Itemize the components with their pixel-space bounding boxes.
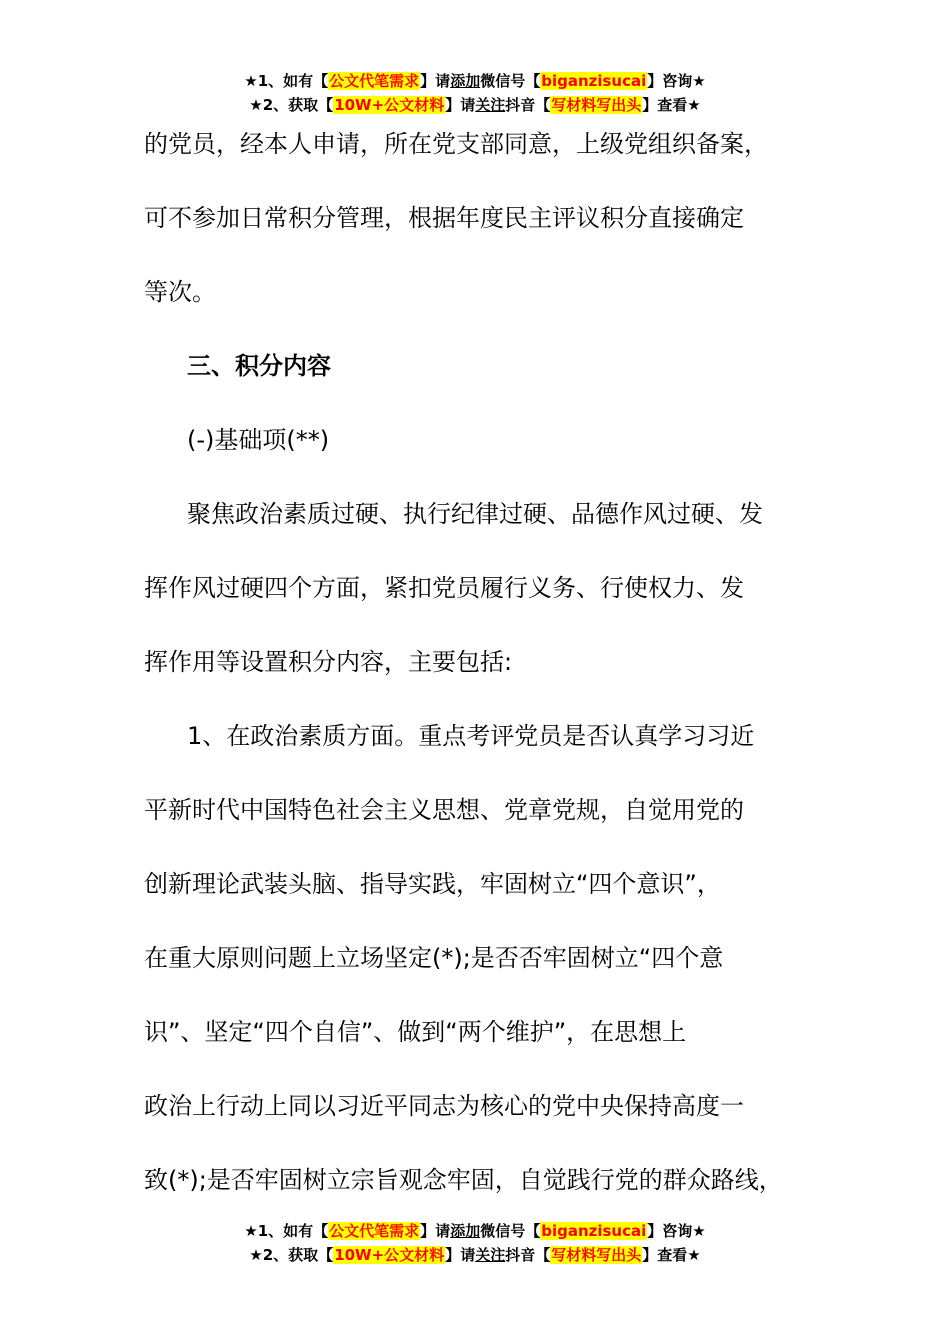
body-line: 可不参加日常积分管理，根据年度民主评议积分直接确定 <box>144 204 744 232</box>
document-body <box>144 107 824 1217</box>
body-line: 聚焦政治素质过硬、执行纪律过硬、品德作风过硬、发 <box>187 500 763 528</box>
service-highlight: 公文代笔需求 <box>329 72 420 90</box>
body-line: 等次。 <box>144 278 216 306</box>
banner-line-1: ★1、如有【公文代笔需求】请添加微信号【biganzisucai】咨询★ <box>244 1222 706 1240</box>
material-highlight: 10W+公文材料 <box>334 96 445 114</box>
material-highlight: 10W+公文材料 <box>334 1246 445 1264</box>
bottom-banner <box>0 1219 950 1267</box>
douyin-highlight: 写材料写出头 <box>551 96 642 114</box>
body-line: 识”、坚定“四个自信”、做到“两个维护”，在思想上 <box>144 1018 687 1046</box>
banner-line-2: ★2、获取【10W+公文材料】请关注抖音【写材料写出头】查看★ <box>249 1246 701 1264</box>
section-heading: 三、积分内容 <box>187 352 331 380</box>
douyin-highlight: 写材料写出头 <box>551 1246 642 1264</box>
banner-line-1: ★1、如有【公文代笔需求】请添加微信号【biganzisucai】咨询★ <box>244 72 706 90</box>
body-line: 政治上行动上同以习近平同志为核心的党中央保持高度一 <box>144 1092 744 1120</box>
wechat-id-highlight: biganzisucai <box>541 1222 647 1240</box>
service-highlight: 公文代笔需求 <box>329 1222 420 1240</box>
body-line: 在重大原则问题上立场坚定(*);是否否牢固树立“四个意 <box>144 944 724 972</box>
body-line: 平新时代中国特色社会主义思想、党章党规，自觉用党的 <box>144 796 744 824</box>
body-line: 的党员，经本人申请，所在党支部同意，上级党组织备案， <box>144 130 768 158</box>
body-line: 挥作风过硬四个方面，紧扣党员履行义务、行使权力、发 <box>144 574 744 602</box>
banner-line-2: ★2、获取【10W+公文材料】请关注抖音【写材料写出头】查看★ <box>249 96 701 114</box>
body-line: 创新理论武装头脑、指导实践，牢固树立“四个意识”， <box>144 870 721 898</box>
wechat-id-highlight: biganzisucai <box>541 72 647 90</box>
body-line: 致(*);是否牢固树立宗旨观念牢固，自觉践行党的群众路线， <box>144 1166 783 1194</box>
subsection-heading: (-)基础项(**) <box>187 426 330 454</box>
body-line: 1、在政治素质方面。重点考评党员是否认真学习习近 <box>187 722 755 750</box>
body-line: 挥作用等设置积分内容，主要包括: <box>144 648 513 676</box>
